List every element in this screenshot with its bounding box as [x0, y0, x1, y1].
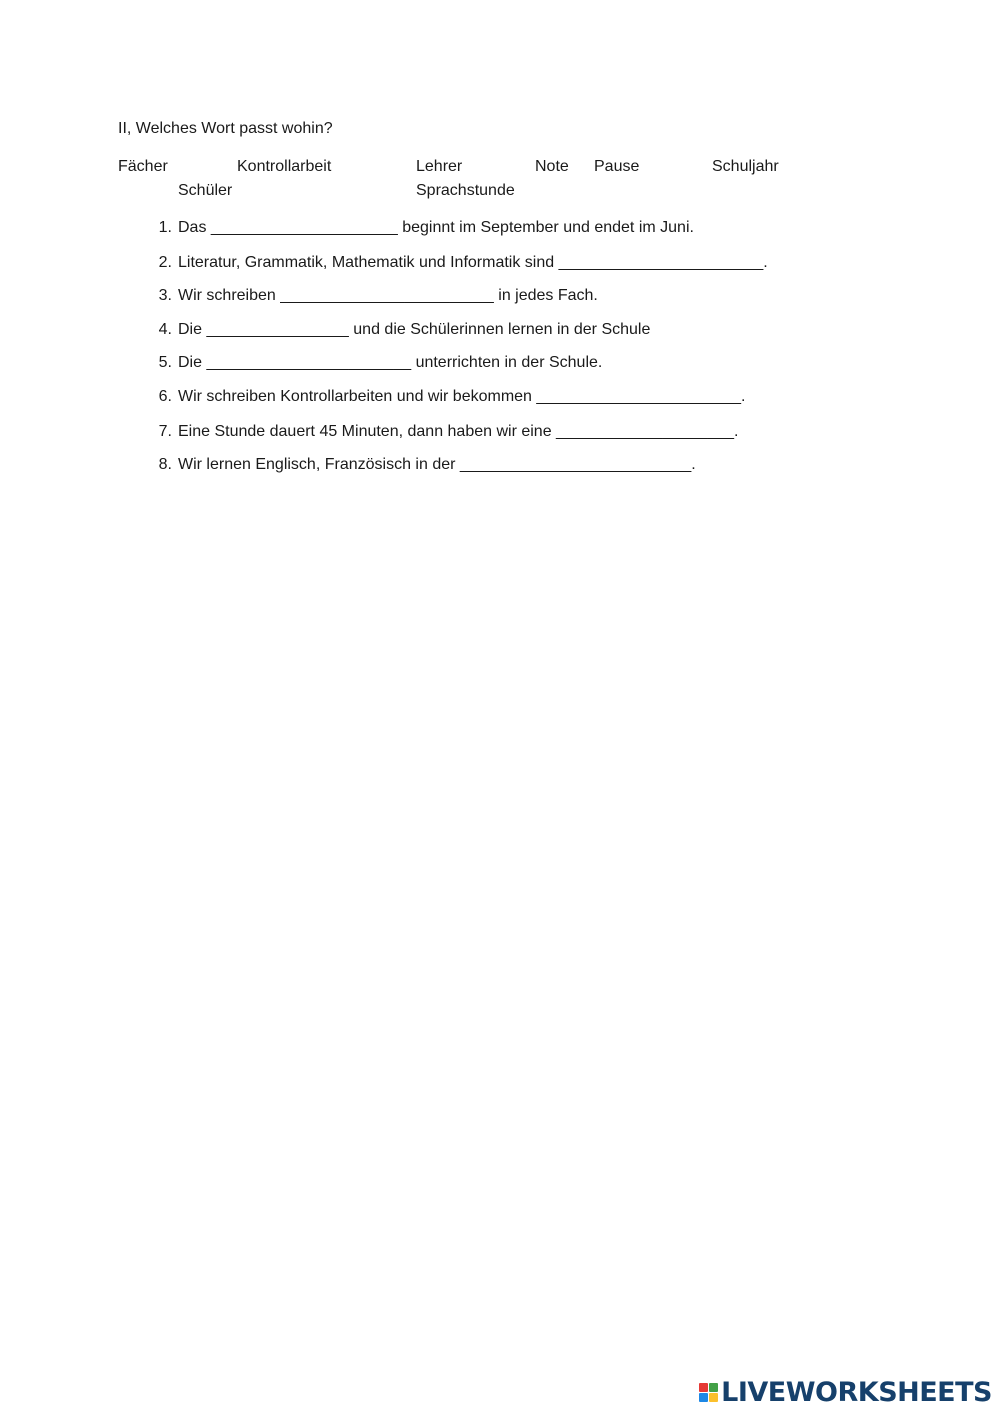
question-text: Das _____________________ beginnt im September und endet im Juni.: [178, 219, 694, 236]
question-number: 5.: [158, 354, 172, 371]
question-number: 1.: [158, 219, 172, 236]
question-text: Die ________________ und die Schülerinnen lernen in der Schule: [178, 321, 651, 338]
logo-text: LIVEWORKSHEETS: [721, 1376, 992, 1408]
question-number: 7.: [158, 423, 172, 440]
logo-square-icon: [709, 1383, 718, 1392]
word-bank-item: Fächer: [118, 158, 168, 175]
question-number: 2.: [158, 254, 172, 271]
question-text: Wir schreiben ________________________ in jedes Fach.: [178, 287, 598, 304]
word-bank-item: Schüler: [178, 182, 233, 199]
word-bank-item: Lehrer: [416, 158, 463, 175]
question-text: Eine Stunde dauert 45 Minuten, dann haben wir eine ____________________.: [178, 423, 739, 440]
word-bank-item: Schuljahr: [712, 158, 779, 175]
logo-square-icon: [699, 1383, 708, 1392]
question-text: Die _______________________ unterrichten in der Schule.: [178, 354, 603, 371]
question-text: Wir lernen Englisch, Französisch in der __________________________.: [178, 456, 696, 473]
exercise-heading: II, Welches Wort passt wohin?: [118, 120, 333, 137]
word-bank-item: Sprachstunde: [416, 182, 515, 199]
logo-square-icon: [709, 1393, 718, 1402]
question-number: 8.: [158, 456, 172, 473]
question-text: Literatur, Grammatik, Mathematik und Informatik sind _______________________.: [178, 254, 768, 271]
question-number: 3.: [158, 287, 172, 304]
word-bank-item: Pause: [594, 158, 640, 175]
word-bank-item: Note: [535, 158, 569, 175]
question-number: 4.: [158, 321, 172, 338]
liveworksheets-logo: [699, 1377, 992, 1407]
logo-square-icon: [699, 1393, 708, 1402]
question-number: 6.: [158, 388, 172, 405]
word-bank-item: Kontrollarbeit: [237, 158, 332, 175]
question-text: Wir schreiben Kontrollarbeiten und wir bekommen _______________________.: [178, 388, 746, 405]
logo-mark-icon: [699, 1383, 718, 1402]
